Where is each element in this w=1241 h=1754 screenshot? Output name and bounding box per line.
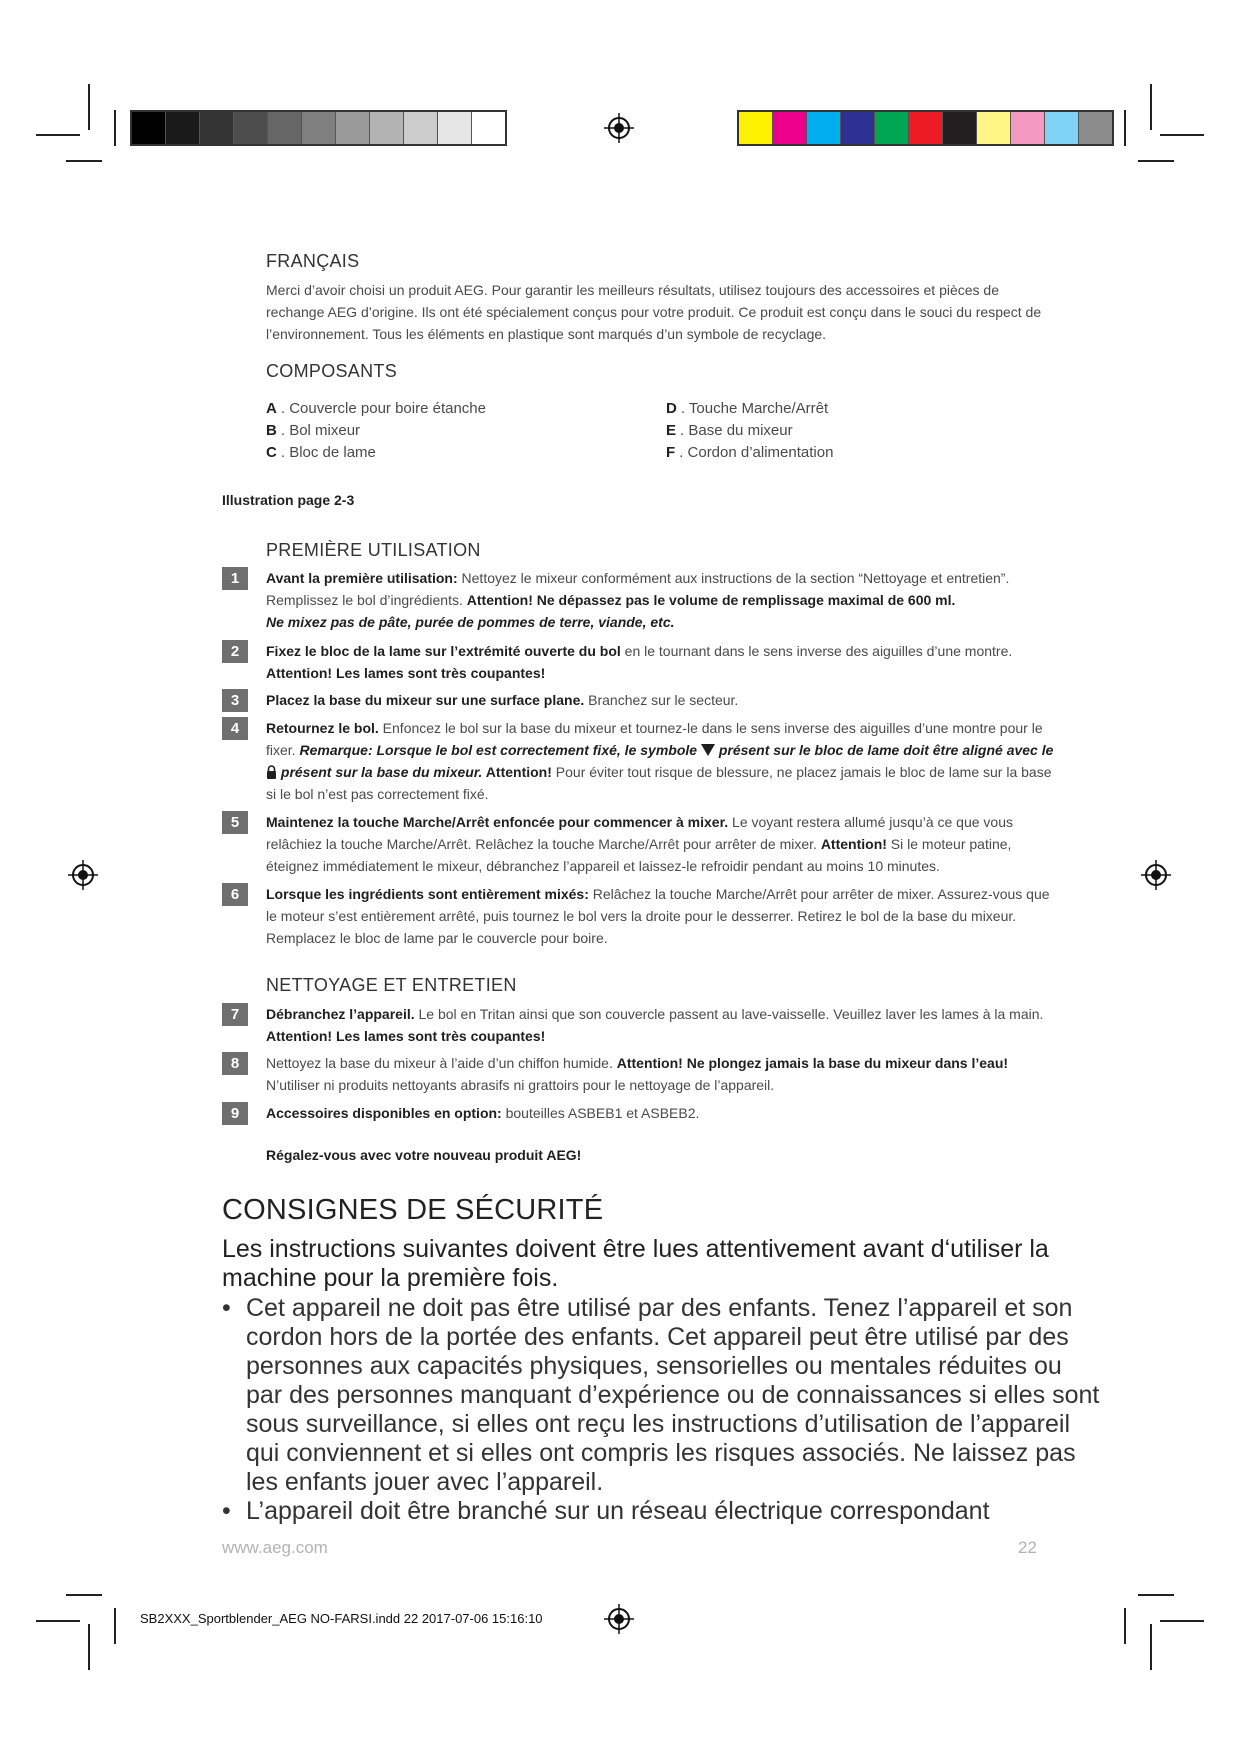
color-swatch bbox=[874, 112, 908, 144]
color-swatch bbox=[772, 112, 806, 144]
crop-mark bbox=[36, 134, 80, 136]
color-swatch bbox=[199, 112, 233, 144]
components-list-right bbox=[666, 398, 833, 464]
color-swatch bbox=[369, 112, 403, 144]
color-swatch bbox=[840, 112, 874, 144]
color-swatch bbox=[976, 112, 1010, 144]
step-number: 7 bbox=[222, 1003, 248, 1026]
grayscale-calibration-bar bbox=[130, 110, 507, 146]
crop-mark bbox=[88, 84, 90, 130]
registration-mark-icon bbox=[604, 113, 634, 143]
enjoy-message: Régalez-vous avec votre nouveau produit AEG! bbox=[266, 1147, 582, 1163]
component-item: E . Base du mixeur bbox=[666, 422, 793, 439]
step-6 bbox=[222, 883, 1062, 949]
color-swatch bbox=[739, 112, 772, 144]
intro-paragraph: Merci d’avoir choisi un produit AEG. Pour garantir les meilleurs résultats, utilisez toujours des accessoires et pièces de rechange AEG d’origine. Ils ont été spécialement conçus pour votre produit. Ce produit est conçu dans le souci du respect de l’environnement. Tous les éléments en plastique sont marqués d’un symbole de recyclage. bbox=[266, 282, 1042, 342]
crop-mark bbox=[36, 1620, 80, 1622]
step-text: Avant la première utilisation: Nettoyez le mixeur conformément aux instructions de la section “Nettoyage et entretien”. Remplissez le bol d’ingrédients. Attention! Ne dépassez pas le volume de remplissage maximal de 600 ml. Ne mixez pas de pâte, purée de pommes de terre, viande, etc. bbox=[266, 570, 1010, 630]
step-7 bbox=[222, 1003, 1062, 1047]
color-calibration-bar bbox=[737, 110, 1114, 146]
crop-mark bbox=[1124, 110, 1126, 146]
step-text: Lorsque les ingrédients sont entièrement mixés: Relâchez la touche Marche/Arrêt pour arrêter de mixer. Assurez-vous que le moteur s’est entièrement arrêté, puis tournez le bol vers la droite pour le desserrer. Retirez le bol de la base du mixeur. Remplacez le bloc de lame par le couvercle pour boire. bbox=[266, 886, 1050, 946]
crop-mark bbox=[1160, 134, 1204, 136]
crop-mark bbox=[114, 110, 116, 146]
print-slug: SB2XXX_Sportblender_AEG NO-FARSI.indd 22 2017-07-06 15:16:10 bbox=[140, 1611, 543, 1626]
color-swatch bbox=[1044, 112, 1078, 144]
bullet-dot: • bbox=[222, 1294, 231, 1322]
color-swatch bbox=[806, 112, 840, 144]
registration-mark-icon bbox=[1141, 860, 1171, 890]
step-text: Retournez le bol. Enfoncez le bol sur la base du mixeur et tournez-le dans le sens inverse des aiguilles d’une montre pour le fixer. Remarque: Lorsque le bol est correctement fixé, le symbole présent sur le bloc de lame doit être aligné avec le présent sur la base du mixeur. Attention! Pour éviter tout risque de blessure, ne placez jamais le bloc de lame sur la base si le bol n’est pas correctement fixé. bbox=[266, 720, 1054, 802]
color-swatch bbox=[1078, 112, 1112, 144]
step-text: Maintenez la touche Marche/Arrêt enfoncée pour commencer à mixer. Le voyant restera allumé jusqu’à ce que vous relâchiez la touche Marche/Arrêt. Relâchez la touche Marche/Arrêt pour arrêter de mixer. Attention! Si le moteur patine, éteignez immédiatement le mixeur, débranchez l’appareil et laissez-le refroidir pendant au moins 10 minutes. bbox=[266, 814, 1013, 874]
language-heading: FRANÇAIS bbox=[266, 251, 360, 271]
crop-mark bbox=[66, 160, 102, 162]
component-item: D . Touche Marche/Arrêt bbox=[666, 400, 829, 417]
color-swatch bbox=[1010, 112, 1044, 144]
crop-mark bbox=[1150, 1624, 1152, 1670]
crop-mark bbox=[66, 1594, 102, 1596]
crop-mark bbox=[1160, 1620, 1204, 1622]
step-number: 3 bbox=[222, 689, 248, 712]
color-swatch bbox=[471, 112, 505, 144]
step-5 bbox=[222, 811, 1062, 877]
cleaning-heading: NETTOYAGE ET ENTRETIEN bbox=[266, 975, 517, 995]
step-text: Débranchez l’appareil. Le bol en Tritan ainsi que son couvercle passent au lave-vaisselle. Veuillez laver les lames à la main. Attention! Les lames sont très coupantes! bbox=[266, 1006, 1044, 1044]
step-number: 6 bbox=[222, 883, 248, 906]
step-number: 9 bbox=[222, 1102, 248, 1125]
crop-mark bbox=[1150, 84, 1152, 130]
safety-bullet: • L’appareil doit être branché sur un réseau électrique correspondant bbox=[222, 1497, 990, 1525]
component-item: B . Bol mixeur bbox=[266, 422, 361, 439]
step-number: 2 bbox=[222, 640, 248, 663]
step-8 bbox=[222, 1052, 1062, 1096]
color-swatch bbox=[437, 112, 471, 144]
bullet-dot: • bbox=[222, 1497, 231, 1525]
illustration-note: Illustration page 2-3 bbox=[222, 492, 355, 508]
crop-mark bbox=[1124, 1608, 1126, 1644]
safety-subtitle: Les instructions suivantes doivent être lues attentivement avant d‘utiliser la machine pour la première fois. bbox=[222, 1235, 1049, 1292]
safety-bullet: • Cet appareil ne doit pas être utilisé par des enfants. Tenez l’appareil et son cordon hors de la portée des enfants. Cet appareil peut être utilisé par des personnes aux capacités physiques, sensorielles ou mentales réduites ou par des personnes manquant d’expérience ou de connaissances si elles sont sous surveillance, si elles ont reçu les instructions d’utilisation de l’appareil qui conviennent et si elles ont compris les risques associés. Ne laissez pas les enfants jouer avec l’appareil. bbox=[222, 1294, 1100, 1496]
color-swatch bbox=[335, 112, 369, 144]
registration-mark-icon bbox=[604, 1604, 634, 1634]
color-swatch bbox=[233, 112, 267, 144]
step-text: Accessoires disponibles en option: bouteilles ASBEB1 et ASBEB2. bbox=[266, 1105, 700, 1121]
registration-mark-icon bbox=[68, 860, 98, 890]
crop-mark bbox=[1138, 1594, 1174, 1596]
color-swatch bbox=[165, 112, 199, 144]
footer-url[interactable]: www.aeg.com bbox=[222, 1538, 328, 1557]
triangle-symbol-icon bbox=[701, 744, 715, 756]
component-item: F . Cordon d’alimentation bbox=[666, 444, 834, 461]
step-number: 4 bbox=[222, 717, 248, 740]
step-3 bbox=[222, 689, 1062, 711]
step-text: Placez la base du mixeur sur une surface plane. Branchez sur le secteur. bbox=[266, 692, 739, 708]
step-number: 1 bbox=[222, 567, 248, 590]
component-item: C . Bloc de lame bbox=[266, 444, 376, 461]
step-2 bbox=[222, 640, 1062, 684]
step-text: Nettoyez la base du mixeur à l’aide d’un chiffon humide. Attention! Ne plongez jamais la base du mixeur dans l’eau! N’utiliser ni produits nettoyants abrasifs ni grattoirs pour le nettoyage de l’appareil. bbox=[266, 1055, 1009, 1093]
components-list-left bbox=[266, 398, 486, 464]
step-9 bbox=[222, 1102, 1062, 1124]
step-4 bbox=[222, 717, 1062, 805]
color-swatch bbox=[942, 112, 976, 144]
step-number: 8 bbox=[222, 1052, 248, 1075]
safety-bullets bbox=[222, 1294, 1102, 1526]
page-number: 22 bbox=[1018, 1538, 1037, 1557]
crop-mark bbox=[1138, 160, 1174, 162]
crop-mark bbox=[114, 1608, 116, 1644]
color-swatch bbox=[132, 112, 165, 144]
color-swatch bbox=[267, 112, 301, 144]
step-1 bbox=[222, 567, 1062, 633]
crop-mark bbox=[88, 1624, 90, 1670]
component-item: A . Couvercle pour boire étanche bbox=[266, 400, 486, 417]
lock-symbol-icon bbox=[266, 765, 277, 779]
step-number: 5 bbox=[222, 811, 248, 834]
components-heading: COMPOSANTS bbox=[266, 361, 398, 381]
color-swatch bbox=[403, 112, 437, 144]
safety-title: CONSIGNES DE SÉCURITÉ bbox=[222, 1194, 604, 1226]
step-text: Fixez le bloc de la lame sur l’extrémité ouverte du bol en le tournant dans le sens inverse des aiguilles d’une montre. Attention! Les lames sont très coupantes! bbox=[266, 643, 1013, 681]
color-swatch bbox=[301, 112, 335, 144]
color-swatch bbox=[908, 112, 942, 144]
first-use-heading: PREMIÈRE UTILISATION bbox=[266, 540, 481, 560]
